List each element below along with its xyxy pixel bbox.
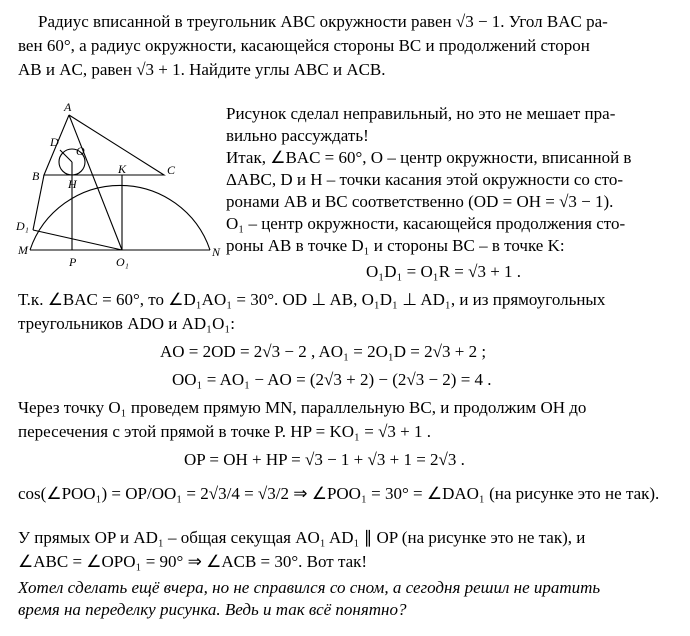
problem-line-2: вен 60°, а радиус окружности, касающейся стороны BC и продолжений сторон (18, 36, 590, 55)
label-k: K (118, 162, 127, 176)
problem-line-1: Радиус вписанной в треугольник ABC окружности равен √3 − 1. Угол BAC ра- (38, 12, 608, 31)
solution-line-6: O₁ – центр окружности, касающейся продолжения сто- (226, 214, 626, 233)
line-ao1 (69, 115, 122, 250)
geometry-figure (14, 100, 224, 275)
extension-ab (33, 175, 44, 230)
label-p: P (69, 255, 77, 269)
solution-line-5: ронами AB и BC соответственно (OD = OH = √3 − 1). (226, 192, 614, 211)
formula-o1d1: O₁D₁ = O₁R = √3 + 1 . (366, 262, 522, 281)
solution-line-2: вильно рассуждать! (226, 126, 369, 145)
label-h: H (68, 177, 77, 191)
label-o: O (76, 144, 85, 158)
solution-line-4: ΔABC, D и H – точки касания этой окружности со сто- (226, 170, 624, 189)
line-d1o1 (33, 230, 122, 250)
label-o1: O₁ (116, 255, 129, 269)
label-m: M (18, 243, 28, 257)
solution-line-10: Через точку O₁ проведем прямую MN, параллельную BC, и продолжим OH до (18, 398, 587, 417)
label-c: C (167, 163, 176, 177)
formula-oo1: OO₁ = AO₁ − AO = (2√3 + 2) − (2√3 − 2) = 4 . (172, 370, 492, 389)
triangle-abc (44, 115, 164, 175)
label-b: B (32, 169, 40, 183)
solution-line-1: Рисунок сделал неправильный, но это не мешает пра- (226, 104, 616, 123)
note-line-1: Хотел сделать ещё вчера, но не справился со сном, а сегодня решил не иратить (18, 578, 601, 597)
solution-line-7: роны AB в точке D₁ и стороны BC – в точке K: (226, 236, 565, 255)
solution-line-12: У прямых OP и AD₁ – общая секущая AO₁ AD₁ ∥ OP (на рисунке это не так), и (18, 528, 586, 547)
label-d1: D₁ (16, 219, 29, 233)
label-a: A (64, 100, 72, 114)
solution-line-3: Итак, ∠BAC = 60°, O – центр окружности, вписанной в (226, 148, 632, 167)
solution-line-13: ∠ABC = ∠OPO₁ = 90° ⇒ ∠ACB = 30°. Вот так! (18, 552, 368, 571)
solution-line-11: пересечения с этой прямой в точке P. HP = KO₁ = √3 + 1 . (18, 422, 431, 441)
problem-line-3: AB и AC, равен √3 + 1. Найдите углы ABC и ACB. (18, 60, 386, 79)
formula-op: OP = OH + HP = √3 − 1 + √3 + 1 = 2√3 . (184, 450, 465, 469)
line-do (60, 150, 72, 162)
note-line-2: время на переделку рисунка. Ведь и так всё понятно? (18, 600, 407, 619)
label-d: D (50, 135, 59, 149)
excircle-arc (30, 185, 210, 250)
formula-cos: cos(∠POO₁) = OP/OO₁ = 2√3/4 = √3/2 ⇒ ∠POO₁ = 30° = ∠DAO₁ (на рисунке это не так). (18, 484, 660, 503)
formula-ao: AO = 2OD = 2√3 − 2 , AO₁ = 2O₁D = 2√3 + 2 ; (160, 342, 487, 361)
solution-line-8: Т.к. ∠BAC = 60°, то ∠D₁AO₁ = 30°. OD ⊥ AB, O₁D₁ ⊥ AD₁, и из прямоугольных (18, 290, 606, 309)
label-n: N (212, 245, 221, 259)
solution-line-9: треугольников ADO и AD₁O₁: (18, 314, 236, 333)
